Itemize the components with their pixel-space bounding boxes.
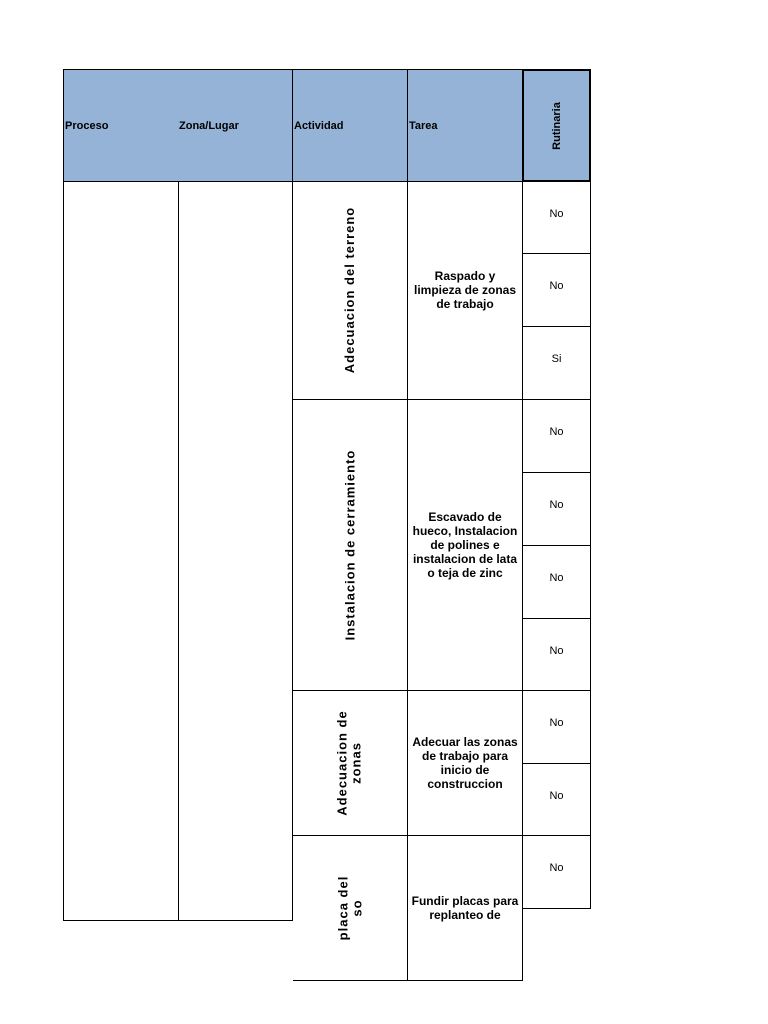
actividad-adecuacion-terreno [293,181,408,400]
tarea-adecuar-zonas [408,690,523,836]
tarea-label: Escavado de hueco, Instalacion de polines e instalacion de lata o teja de zinc [412,509,518,580]
header-proceso-label: Proceso [65,119,109,132]
rutinaria-value: No [549,717,564,729]
actividad-placa [293,835,408,981]
actividad-label-line2: so [348,898,364,917]
tarea-fundir-placas [408,835,523,981]
header-rutinaria-label: Rutinaria [550,101,563,150]
header-actividad [293,69,408,182]
rutinaria-value: No [549,426,564,438]
rutinaria-cell [522,618,591,691]
header-proceso [63,69,179,182]
actividad-label [336,710,364,815]
actividad-label-line1: placa del [334,875,350,940]
rutinaria-value: Si [551,353,562,365]
actividad-label-line1: Adecuacion de [335,709,350,816]
actividad-label [336,875,364,940]
header-tarea [408,69,523,182]
rutinaria-value: No [549,280,564,292]
rutinaria-value: No [549,645,564,657]
rutinaria-cell [522,253,591,327]
rutinaria-cell [522,181,591,254]
header-zona-label: Zona/Lugar [179,119,239,132]
rutinaria-value: No [549,862,564,874]
actividad-label: Instalacion de cerramiento [342,449,358,640]
tarea-label: Adecuar las zonas de trabajo para inicio de construccion [412,734,518,791]
tarea-label: Fundir placas para replanteo de [411,893,519,922]
rutinaria-value: No [549,208,564,220]
rutinaria-cell [522,545,591,619]
rutinaria-cell [522,690,591,764]
tarea-label: Raspado y limpieza de zonas de trabajo [413,269,517,311]
rutinaria-cell [522,472,591,546]
zona-lugar-cell [178,181,293,921]
actividad-adecuacion-zonas [293,690,408,836]
rutinaria-value: No [549,499,564,511]
spreadsheet-table [63,69,591,940]
rutinaria-cell [522,326,591,400]
actividad-label: Adecuacion del terreno [342,206,358,374]
rutinaria-value: No [549,790,564,802]
tarea-raspado [408,181,523,400]
header-tarea-label: Tarea [409,119,438,132]
actividad-label-line2: zonas [349,741,364,784]
proceso-cell [63,181,179,921]
rutinaria-cell [522,399,591,473]
header-zona-lugar [178,69,293,182]
tarea-escavado [408,399,523,691]
actividad-instalacion-cerramiento [293,399,408,691]
rutinaria-cell [522,763,591,836]
header-rutinaria [522,69,591,182]
rutinaria-cell [522,835,591,909]
header-actividad-label: Actividad [294,119,344,132]
rutinaria-value: No [549,572,564,584]
